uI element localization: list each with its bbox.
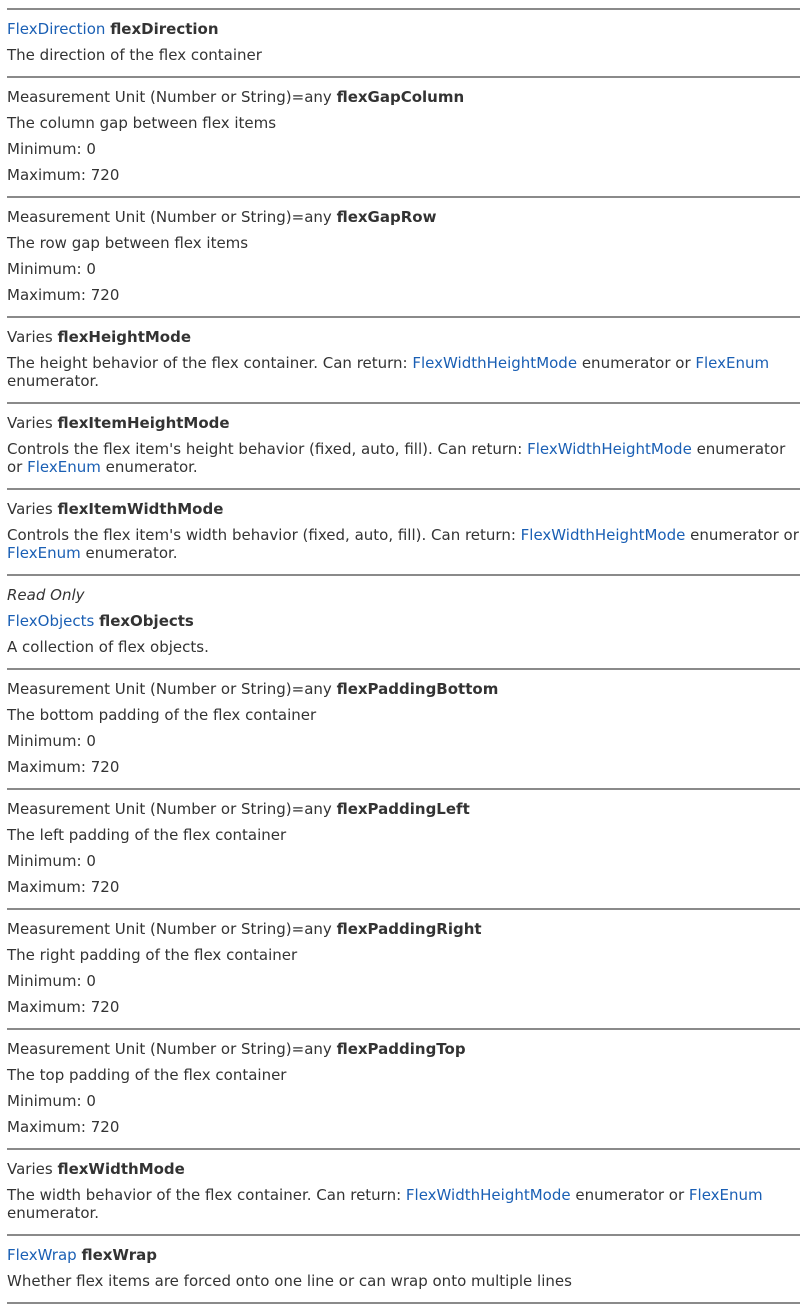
flexenum-link[interactable]: FlexEnum	[695, 354, 770, 372]
description-text: Controls the flex item's height behavior (fixed, auto, fill). Can return:	[7, 440, 528, 458]
property-flexPaddingLeft	[7, 788, 800, 908]
property-name: flexPaddingLeft	[336, 800, 470, 818]
type-link[interactable]: FlexObjects	[7, 612, 95, 630]
property-minimum: Minimum: 0	[7, 1092, 96, 1110]
description-text: enumerator.	[80, 544, 178, 562]
description-text: The width behavior of the flex container. Can return:	[7, 1186, 406, 1204]
property-signature	[7, 916, 800, 942]
property-name: flexPaddingRight	[336, 920, 482, 938]
property-flexPaddingTop	[7, 1028, 800, 1148]
property-description	[7, 350, 800, 394]
property-type: Varies	[7, 500, 53, 518]
description-text: enumerator.	[7, 1204, 100, 1222]
property-type: Varies	[7, 328, 53, 346]
property-flexDirection	[7, 8, 800, 76]
property-name: flexPaddingBottom	[336, 680, 499, 698]
property-signature	[7, 676, 800, 702]
property-signature	[7, 608, 800, 634]
property-name: flexGapRow	[336, 208, 437, 226]
flexwidthheightmode-link[interactable]: FlexWidthHeightMode	[520, 526, 686, 544]
flexenum-link[interactable]: FlexEnum	[7, 544, 81, 562]
property-minimum: Minimum: 0	[7, 140, 96, 158]
property-minimum: Minimum: 0	[7, 852, 96, 870]
type-link[interactable]: FlexWrap	[7, 1246, 77, 1264]
property-type: Varies	[7, 414, 53, 432]
property-flexWrap	[7, 1234, 800, 1304]
property-name: flexGapColumn	[336, 88, 465, 106]
property-description: Whether flex items are forced onto one line or can wrap onto multiple lines	[7, 1272, 572, 1290]
property-description: The direction of the flex container	[7, 46, 262, 64]
property-flexItemWidthMode	[7, 488, 800, 574]
read-only-label: Read Only	[7, 586, 85, 604]
property-type: Measurement Unit (Number or String)=any	[7, 1040, 332, 1058]
description-text: Controls the flex item's width behavior (fixed, auto, fill). Can return:	[7, 526, 521, 544]
property-maximum: Maximum: 720	[7, 878, 120, 896]
property-minimum: Minimum: 0	[7, 972, 96, 990]
description-text: enumerator or	[685, 526, 799, 544]
property-type: Measurement Unit (Number or String)=any	[7, 88, 332, 106]
property-signature	[7, 410, 800, 436]
property-maximum: Maximum: 720	[7, 758, 120, 776]
property-signature	[7, 16, 800, 42]
property-name: flexWrap	[81, 1246, 157, 1264]
property-name: flexDirection	[110, 20, 219, 38]
property-flexObjects	[7, 574, 800, 668]
property-maximum: Maximum: 720	[7, 166, 120, 184]
property-description: The top padding of the flex container	[7, 1066, 287, 1084]
property-maximum: Maximum: 720	[7, 1118, 120, 1136]
property-flexWidthMode	[7, 1148, 800, 1234]
property-flexPaddingBottom	[7, 668, 800, 788]
property-description: The left padding of the flex container	[7, 826, 287, 844]
property-name: flexItemWidthMode	[57, 500, 224, 518]
description-text: enumerator or	[570, 1186, 689, 1204]
flexenum-link[interactable]: FlexEnum	[688, 1186, 763, 1204]
description-text: enumerator or	[7, 440, 786, 476]
property-list	[7, 0, 800, 1304]
flexwidthheightmode-link[interactable]: FlexWidthHeightMode	[412, 354, 578, 372]
property-description	[7, 1182, 800, 1226]
property-signature	[7, 1036, 800, 1062]
property-name: flexObjects	[99, 612, 194, 630]
property-type: Measurement Unit (Number or String)=any	[7, 680, 332, 698]
property-description	[7, 522, 800, 566]
property-maximum: Maximum: 720	[7, 998, 120, 1016]
property-description: The bottom padding of the flex container	[7, 706, 317, 724]
description-text: The height behavior of the flex container. Can return:	[7, 354, 413, 372]
property-flexGapColumn	[7, 76, 800, 196]
property-name: flexItemHeightMode	[57, 414, 230, 432]
property-flexGapRow	[7, 196, 800, 316]
property-type: Varies	[7, 1160, 53, 1178]
type-link[interactable]: FlexDirection	[7, 20, 106, 38]
property-signature	[7, 324, 800, 350]
property-maximum: Maximum: 720	[7, 286, 120, 304]
property-flexPaddingRight	[7, 908, 800, 1028]
property-signature	[7, 84, 800, 110]
property-description: A collection of flex objects.	[7, 638, 209, 656]
property-flexHeightMode	[7, 316, 800, 402]
property-name: flexWidthMode	[57, 1160, 185, 1178]
property-flexItemHeightMode	[7, 402, 800, 488]
property-description: The row gap between flex items	[7, 234, 249, 252]
property-type: Measurement Unit (Number or String)=any	[7, 208, 332, 226]
description-text: enumerator.	[7, 372, 100, 390]
description-text: enumerator or	[577, 354, 696, 372]
property-description: The right padding of the flex container	[7, 946, 298, 964]
property-signature	[7, 796, 800, 822]
property-name: flexPaddingTop	[336, 1040, 466, 1058]
property-type: Measurement Unit (Number or String)=any	[7, 800, 332, 818]
property-signature	[7, 496, 800, 522]
property-signature	[7, 1156, 800, 1182]
property-name: flexHeightMode	[57, 328, 192, 346]
description-text: enumerator.	[100, 458, 198, 476]
flexwidthheightmode-link[interactable]: FlexWidthHeightMode	[405, 1186, 571, 1204]
property-description: The column gap between flex items	[7, 114, 277, 132]
property-description	[7, 436, 800, 480]
flexwidthheightmode-link[interactable]: FlexWidthHeightMode	[527, 440, 692, 458]
property-type: Measurement Unit (Number or String)=any	[7, 920, 332, 938]
property-signature	[7, 1242, 800, 1268]
property-signature	[7, 204, 800, 230]
flexenum-link[interactable]: FlexEnum	[27, 458, 101, 476]
property-minimum: Minimum: 0	[7, 732, 96, 750]
property-minimum: Minimum: 0	[7, 260, 96, 278]
